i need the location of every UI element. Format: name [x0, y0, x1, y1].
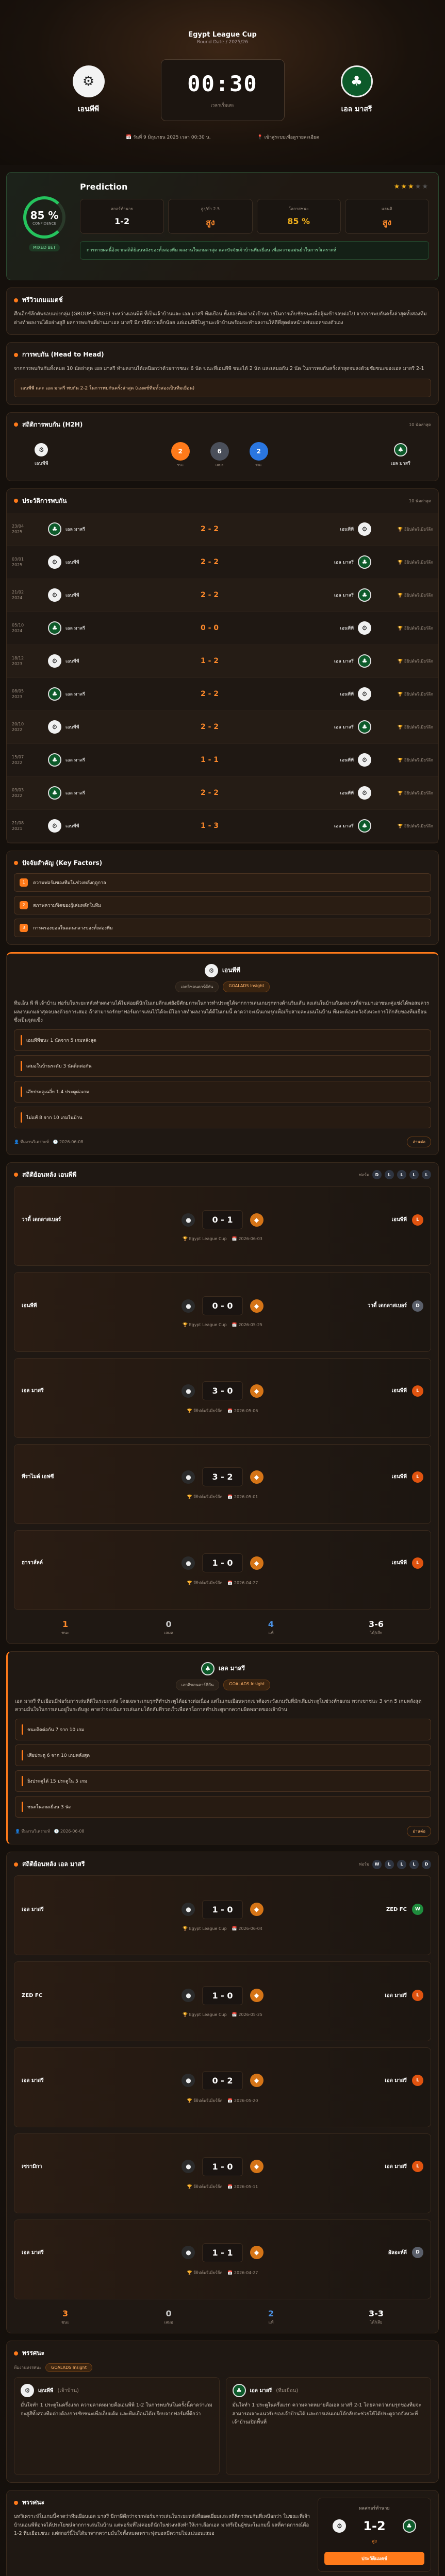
- bullet-icon: [14, 1173, 18, 1177]
- competition-label: 🏆 อียิปต์พรีเมียร์ลีก: [398, 658, 433, 664]
- form-score: 1 - 0: [202, 1986, 242, 2005]
- kickoff-time: 00:30: [187, 71, 258, 96]
- h2h-intro-card: [6, 342, 439, 405]
- team-crest-icon: ♣: [358, 654, 371, 668]
- home-form-card: [6, 1162, 439, 1644]
- team-crest-icon: ●: [182, 1556, 195, 1570]
- home-analysis-card: [6, 952, 439, 1155]
- home-analysis-text: ทีมเอ็น พี พี เจ้าบ้าน ฟอร์มในระยะหลังทำผลงานได้ไม่ค่อยดีนักในเกมลีกแต่ยังมีศักยภาพในการทำประตูได้จากการเล่นเกมรุกทางด้านริมเส้น ลงเล่นในบ้านกับผลงานที่ผ่านมาเอาชนะคู่แข่งได้พอสมควร ผลงานเกมล่าสุดจบลงด้วยการเสมอ ถ้าสามารถรักษาฟอร์มการเล่นไว้ได้จะมีโอกาสทำผลงานได้ดีในเกมนี้ คาดว่าจะเน้นเกมรุกเพื่อเก็บสามคะแนนในบ้าน ทีมจะต้องระวังจังหวะการโต้กลับของทีมเยือนซึ่งเป็นจุดแข็ง: [14, 1000, 430, 1024]
- result-badge: L: [412, 2161, 423, 2172]
- predicted-score: 1-2: [363, 2519, 386, 2533]
- final-title: ทรรศนะ: [22, 2499, 45, 2506]
- history-row[interactable]: 21/08 2021 ⚙ เอนพีพี 1 - 3 เอล มาสรี ♣ 🏆 อียิปต์พรีเมียร์ลีก: [7, 810, 438, 843]
- h2h-count: 10 นัดล่าสุด: [409, 422, 431, 427]
- analysis-point: เสียประตู 6 จาก 10 เกมหลังสุด: [15, 1744, 431, 1766]
- history-header: [7, 489, 438, 513]
- team-crest-icon: ●: [182, 1213, 195, 1227]
- team-crest-icon: ◆: [250, 2246, 263, 2259]
- history-title: ประวัติการพบกัน: [22, 497, 67, 504]
- form-score: 3 - 2: [202, 1467, 242, 1486]
- prediction-header: [80, 182, 429, 192]
- match-history-button[interactable]: ประวัติแมตช์: [324, 2552, 424, 2565]
- read-more-button[interactable]: อ่านต่อ: [407, 1826, 431, 1837]
- history-row[interactable]: 18/12 2023 ⚙ เอนพีพี 1 - 2 เอล มาสรี ♣ 🏆 อียิปต์พรีเมียร์ลีก: [7, 645, 438, 678]
- ai-badge: GOALADS Insight: [45, 2363, 92, 2372]
- home-crest-icon: ⚙: [205, 964, 218, 977]
- form-score: 0 - 1: [202, 1210, 242, 1229]
- team-crest-icon: ⚙: [358, 522, 371, 536]
- h2h-circles: 2 ชนะ 6 เสมอ 2 ชนะ: [171, 442, 268, 468]
- form-score: 1 - 0: [202, 1553, 242, 1572]
- history-score: 2 - 2: [200, 690, 219, 699]
- result-badge: L: [412, 1385, 423, 1397]
- home-form-summary: 1 ชนะ 0 เสมอ 4 แพ้ 3-6 ได้/เสีย: [61, 1619, 384, 1635]
- form-match[interactable]: เอล มาสรี ● 3 - 0 ◆ เอนพีพี L 🏆 อียิปต์พรีเมียร์ลีก 📅 2026-05-06: [14, 1358, 431, 1438]
- h2h-away: ♣ เอล มาสรี: [391, 443, 410, 467]
- result-badge: L: [412, 1557, 423, 1569]
- match-venue: เข้าสู่ระบบเพื่อดูรายละเอียด: [264, 135, 319, 140]
- h2h-summary: [14, 437, 431, 473]
- home-form-title: สถิติย้อนหลัง เอนพีพี: [22, 1171, 77, 1178]
- teams-row: [53, 59, 393, 121]
- history-row[interactable]: 15/07 2022 ♣ เอล มาสรี 1 - 1 เอนพีพี ⚙ 🏆 อียิปต์พรีเมียร์ลีก: [7, 744, 438, 777]
- home-opinion: ⚙ เอนพีพี (เจ้าบ้าน) มั่นใจทำ 1 ประตูในครึ่งแรก ความคาดหมายคือเอนพีพี 1-2 ในการพบกันในครั้งนี้คาดว่าเกมจะสูสีทั้งสองทีมต่างต้องการชัยชนะเพื่อเก็บแต้ม และทีมเยือนได้เปรียบจากฟอร์มที่ดีกว่า: [14, 2377, 220, 2475]
- away-form-card: [6, 1852, 439, 2333]
- opinion-sub: ทีมงานทรรศนะ: [14, 2365, 42, 2370]
- history-score: 0 - 0: [200, 624, 219, 633]
- prediction-box: สกอร์ทำนาย 1-2: [80, 199, 164, 234]
- key-factor-item: 2 สภาพความฟิตของผู้เล่นหลักในทีม: [14, 896, 431, 914]
- analysis-point: ยิงประตูได้ 15 ประตูใน 5 เกม: [15, 1770, 431, 1792]
- analysis-point: เสมอในบ้านระดับ 3 นัดติดต่อกัน: [14, 1055, 431, 1077]
- h2h-home: ⚙ เอนพีพี: [35, 443, 48, 467]
- home-form-list: [14, 1186, 431, 1610]
- analysis-point: เสียประตูเฉลี่ย 1.4 ประตูต่อเกม: [14, 1081, 431, 1103]
- away-form-summary: 3 ชนะ 0 เสมอ 2 แพ้ 3-3 ได้/เสีย: [61, 2309, 384, 2325]
- history-row[interactable]: 23/04 2025 ♣ เอล มาสรี 2 - 2 เอนพีพี ⚙ 🏆 อียิปต์พรีเมียร์ลีก: [7, 513, 438, 546]
- team-crest-icon: ⚙: [48, 555, 61, 569]
- history-list: [7, 513, 438, 843]
- key-factors-title: ปัจจัยสำคัญ (Key Factors): [14, 858, 431, 868]
- competition-label: 🏆 อียิปต์พรีเมียร์ลีก: [398, 592, 433, 598]
- team-crest-icon: ⚙: [48, 720, 61, 734]
- result-badge: W: [412, 1904, 423, 1915]
- bullet-icon: [14, 422, 18, 427]
- draws: 6: [210, 442, 229, 461]
- analysis-point: ชนะติดต่อกัน 7 จาก 10 เกม: [15, 1719, 431, 1740]
- history-row[interactable]: 05/10 2024 ♣ เอล มาสรี 0 - 0 เอนพีพี ⚙ 🏆 อียิปต์พรีเมียร์ลีก: [7, 612, 438, 645]
- team-crest-icon: ◆: [250, 1384, 263, 1398]
- analysis-point: ชนะในเกมเยือน 3 นัด: [15, 1796, 431, 1818]
- preview-title: พรีวิวเกมแมตช์: [14, 295, 431, 305]
- history-row[interactable]: 21/02 2024 ⚙ เอนพีพี 2 - 2 เอล มาสรี ♣ 🏆 อียิปต์พรีเมียร์ลีก: [7, 579, 438, 612]
- home-form-pills: ฟอร์ม D L L L L: [359, 1170, 431, 1179]
- away-crest-icon: ♣: [233, 2384, 246, 2397]
- team-crest-icon: ●: [182, 1299, 195, 1313]
- team-crest-icon: ⚙: [358, 753, 371, 767]
- history-score: 1 - 2: [200, 657, 219, 666]
- author-badge: เอกลิซอนคาร์ดีกัน: [175, 981, 219, 992]
- ai-badge: GOALADS Insight: [223, 981, 270, 992]
- home-crest-icon: ⚙: [21, 2384, 34, 2397]
- form-match[interactable]: พีราไมด์ เอฟซี ● 3 - 2 ◆ เอนพีพี L 🏆 อียิปต์พรีเมียร์ลีก 📅 2026-05-01: [14, 1444, 431, 1524]
- away-analysis-team: เอล มาสรี: [218, 1665, 245, 1672]
- competition-label: 🏆 อียิปต์พรีเมียร์ลีก: [398, 691, 433, 697]
- calendar-icon: 📅 วันที่ 9 มิถุนายน 2025 เวลา 00:30 น.: [125, 135, 211, 140]
- bullet-icon: [14, 2351, 18, 2355]
- form-match[interactable]: เอล มาสรี ● 1 - 0 ◆ ZED FC W 🏆 Egypt League Cup 📅 2026-06-04: [14, 1875, 431, 1955]
- confidence-gauge: [16, 182, 73, 270]
- team-crest-icon: ♣: [48, 621, 61, 635]
- away-team-name: เอล มาสรี: [341, 105, 372, 113]
- key-factor-item: 1 ความฟอร์มของทีมในช่วงหลังฤดูกาล: [14, 873, 431, 892]
- home-team-name: เอนพีพี: [77, 105, 100, 113]
- result-badge: L: [412, 1214, 423, 1226]
- team-crest-icon: ●: [182, 1903, 195, 1916]
- bullet-icon: [14, 298, 18, 302]
- competition-label: 🏆 อียิปต์พรีเมียร์ลีก: [398, 527, 433, 532]
- form-score: 0 - 2: [202, 2071, 242, 2090]
- result-badge: L: [412, 1990, 423, 2001]
- key-factor-item: 3 การครองบอลในแดนกลางของทั้งสองทีม: [14, 919, 431, 937]
- team-crest-icon: ⚙: [48, 819, 61, 833]
- competition-label: 🏆 อียิปต์พรีเมียร์ลีก: [398, 625, 433, 631]
- history-row[interactable]: 20/10 2022 ⚙ เอนพีพี 2 - 2 เอล มาสรี ♣ 🏆 อียิปต์พรีเมียร์ลีก: [7, 711, 438, 744]
- team-crest-icon: ♣: [358, 588, 371, 602]
- team-crest-icon: ⚙: [358, 687, 371, 701]
- competition-label: 🏆 อียิปต์พรีเมียร์ลีก: [398, 757, 433, 762]
- team-crest-icon: ●: [182, 1470, 195, 1484]
- round-label: Round Date / 2025/26: [197, 40, 248, 45]
- match-hero: [0, 0, 445, 165]
- team-crest-icon: ◆: [250, 1903, 263, 1916]
- h2h-intro-title: การพบกัน (Head to Head): [14, 350, 431, 360]
- team-crest-icon: ♣: [48, 786, 61, 800]
- away-form-pills: ฟอร์ม W L L L D: [359, 1860, 431, 1869]
- competition-label: 🏆 อียิปต์พรีเมียร์ลีก: [398, 823, 433, 828]
- history-score: 2 - 2: [200, 723, 219, 732]
- h2h-stats-card: [6, 412, 439, 481]
- predicted-score-widget: ผลสกอร์ทำนาย ⚙ 1-2 ♣ สูง ประวัติแมตช์: [318, 2498, 431, 2572]
- team-crest-icon: ◆: [250, 1299, 263, 1313]
- home-analysis-team: เอนพีพี: [222, 967, 241, 974]
- team-crest-icon: ♣: [48, 687, 61, 701]
- analysis-point: เอนพีพีชนะ 1 นัดจาก 5 เกมหลังสุด: [14, 1029, 431, 1051]
- away-analysis-text: เอล มาสรี ทีมเยือนมีฟอร์มการเล่นที่ดีในระยะหลัง โดยเฉพาะเกมรุกที่ทำประตูได้อย่างต่อเนื่อง แต่ในเกมเยือนพวกเขาต้องระวังเกมรับที่มักเสียประตูในช่วงท้ายเกม พวกเขาชนะ 3 จาก 5 เกมหลังสุด ความมั่นใจในการเล่นอยู่ในระดับสูง คาดว่าจะเน้นการเล่นเกมโต้กลับที่รวดเร็วเพื่อหาโอกาสทำประตูจากความผิดพลาดของเจ้าบ้าน: [15, 1698, 422, 1713]
- author-info: 👤 ทีมงานวิเคราะห์ 🕒 2026-06-08: [15, 1829, 85, 1834]
- form-match[interactable]: เอนพีพี ● 0 - 0 ◆ วาดี้ เดกลาสเบอร์ D 🏆 Egypt League Cup 📅 2026-05-25: [14, 1272, 431, 1352]
- history-score: 1 - 3: [200, 822, 219, 831]
- home-team[interactable]: [53, 65, 125, 115]
- form-match[interactable]: ฮาราส์ลล์ ● 1 - 0 ◆ เอนพีพี L 🏆 อียิปต์พรีเมียร์ลีก 📅 2026-04-27: [14, 1530, 431, 1610]
- bullet-icon: [14, 353, 18, 357]
- league-name: Egypt League Cup: [188, 31, 257, 39]
- form-score: 3 - 0: [202, 1381, 242, 1400]
- history-score: 2 - 2: [200, 591, 219, 600]
- prediction-boxes: [80, 199, 429, 234]
- confidence-ring: [23, 196, 65, 239]
- away-opinion: ♣ เอล มาสรี (ทีมเยือน) มั่นใจทำ 1 ประตูในครึ่งแรก ความคาดหมายคือเอล มาสรี 2-1 โดยคาดว่าเกมรุกของทีมจะสามารถเจาะแนวรับของเจ้าบ้านได้ และการเล่นเกมโต้กลับจะช่วยให้ได้ประตูจากจังหวะที่เจ้าบ้านเปิดพื้นที่: [226, 2377, 432, 2475]
- team-crest-icon: ♣: [48, 753, 61, 767]
- team-crest-icon: ⚙: [48, 654, 61, 668]
- team-crest-icon: ⚙: [358, 786, 371, 800]
- h2h-intro-note: เอนพีพี และ เอล มาสรี พบกัน 2-2 ในการพบกันครั้งล่าสุด (แมตช์ทีมทั้งสองเป็นทีมเยือน): [14, 379, 431, 397]
- ai-badge: GOALADS Insight: [223, 1680, 270, 1690]
- away-crest-icon: ♣: [341, 65, 373, 97]
- competition-label: 🏆 อียิปต์พรีเมียร์ลีก: [398, 724, 433, 730]
- author-info: 👤 ทีมงานวิเคราะห์ 🕒 2026-06-08: [14, 1139, 84, 1144]
- team-crest-icon: ◆: [250, 1470, 263, 1484]
- home-crest-icon: ⚙: [333, 2519, 346, 2533]
- preview-card: [6, 287, 439, 335]
- opinion-card: [6, 2341, 439, 2483]
- h2h-intro-text: จากการพบกันกันทั้งหมด 10 นัดล่าสุด เอล มาสรี ทำผลงานได้เหนือกว่าด้วยการชนะ 6 นัด ขณะที่เอนพีพี ชนะได้ 2 นัด และเสมอกัน 2 นัด ในการพบกันครั้งล่าสุดจบลงด้วยชัยชนะของเอล มาสรี 2-1: [14, 366, 424, 372]
- key-factors-card: [6, 851, 439, 945]
- preview-text: ศึกเอ็กซ์ลีกคัพรอบแบ่งกลุ่ม (GROUP STAGE) ระหว่างเอนพีพี ที่เป็นเจ้าบ้านและ เอล มาสรี ทีมเยือน ทั้งสองทีมต่างมีเป้าหมายในการเก็บชัยชนะเพื่อลุ้นเข้ารอบต่อไป จากการพบกันครั้งล่าสุดทั้งสองทีมต่างทำผลงานได้อย่างสูสี ผลการพบกันที่ผ่านมาเอล มาสรี มีภาษีดีกว่าเล็กน้อย แต่เอนพีพีในฐานะเจ้าบ้านพร้อมจะทำผลงานให้ดีที่สุดต่อหน้าแฟนบอลของตัวเอง: [14, 311, 427, 326]
- form-match[interactable]: เอล มาสรี ● 1 - 1 ◆ อัลอะห์ลี D 🏆 อียิปต์พรีเมียร์ลีก 📅 2026-04-27: [14, 2219, 431, 2299]
- form-match[interactable]: เอล มาสรี ● 0 - 2 ◆ เอล มาสรี L 🏆 อียิปต์พรีเมียร์ลีก 📅 2026-05-20: [14, 2047, 431, 2127]
- history-row[interactable]: 08/05 2023 ♣ เอล มาสรี 2 - 2 เอนพีพี ⚙ 🏆 อียิปต์พรีเมียร์ลีก: [7, 678, 438, 711]
- away-crest-icon: ♣: [201, 1662, 215, 1675]
- history-score: 1 - 1: [200, 756, 219, 765]
- form-match[interactable]: เซรามิกา ● 1 - 0 ◆ เอล มาสรี L 🏆 อียิปต์พรีเมียร์ลีก 📅 2026-05-11: [14, 2133, 431, 2213]
- form-match[interactable]: ZED FC ● 1 - 0 ◆ เอล มาสรี L 🏆 Egypt League Cup 📅 2026-05-25: [14, 1961, 431, 2041]
- home-crest-icon: ⚙: [35, 443, 48, 456]
- away-wins: 2: [250, 442, 268, 461]
- prediction-title: Prediction: [80, 182, 128, 192]
- location-icon[interactable]: 📍 เข้าสู่ระบบเพื่อดูรายละเอียด: [257, 135, 319, 140]
- form-match[interactable]: วาดี้ เดกลาสเบอร์ ● 0 - 1 ◆ เอนพีพี L 🏆 Egypt League Cup 📅 2026-06-03: [14, 1186, 431, 1266]
- bullet-icon: [14, 1862, 18, 1867]
- team-crest-icon: ◆: [250, 2160, 263, 2173]
- team-crest-icon: ◆: [250, 1213, 263, 1227]
- bet-type-badge: MIXED BET: [29, 244, 60, 251]
- away-analysis-card: [6, 1651, 439, 1844]
- form-score: 1 - 1: [202, 2243, 242, 2262]
- history-score: 2 - 2: [200, 558, 219, 567]
- team-crest-icon: ⚙: [358, 621, 371, 635]
- team-crest-icon: ◆: [250, 1556, 263, 1570]
- team-crest-icon: ♣: [358, 819, 371, 833]
- history-card: [6, 488, 439, 843]
- result-badge: D: [412, 1300, 423, 1312]
- history-count: 10 นัดล่าสุด: [409, 498, 431, 503]
- bullet-icon: [14, 499, 18, 503]
- confidence-label: CONFIDENCE: [32, 222, 57, 226]
- analysis-point: ไม่แพ้ 8 จาก 10 เกมในบ้าน: [14, 1107, 431, 1128]
- home-wins: 2: [171, 442, 190, 461]
- opinion-title: ทรรศนะ: [22, 2349, 45, 2357]
- history-score: 2 - 2: [200, 525, 219, 534]
- history-score: 2 - 2: [200, 789, 219, 798]
- history-row[interactable]: 03/03 2022 ♣ เอล มาสรี 2 - 2 เอนพีพี ⚙ 🏆 อียิปต์พรีเมียร์ลีก: [7, 777, 438, 810]
- h2h-header: [14, 420, 431, 430]
- team-crest-icon: ●: [182, 1989, 195, 2002]
- rating-stars-icon: ★★★★★: [393, 183, 429, 191]
- final-card: [6, 2490, 439, 2576]
- prediction-note: การทายผลนี้อิงจากสถิติย้อนหลังของทั้งสองทีม ผลงานในเกมล่าสุด และปัจจัยเจ้าบ้านทีมเยือน เพื่อความแม่นยำในการวิเคราะห์: [80, 241, 429, 260]
- prediction-main: [80, 182, 429, 270]
- team-crest-icon: ●: [182, 2074, 195, 2087]
- team-crest-icon: ⚙: [48, 588, 61, 602]
- h2h-title: สถิติการพบกัน (H2H): [22, 420, 83, 428]
- read-more-button[interactable]: อ่านต่อ: [407, 1137, 431, 1147]
- team-crest-icon: ♣: [358, 555, 371, 569]
- kickoff-clock: [161, 59, 285, 121]
- away-form-title: สถิติย้อนหลัง เอล มาสรี: [22, 1860, 85, 1868]
- confidence-value: 85 %: [30, 209, 59, 222]
- away-form-list: [14, 1875, 431, 2299]
- team-crest-icon: ●: [182, 2246, 195, 2259]
- author-badge: เอกลิซอนคาร์ดีกัน: [176, 1680, 220, 1690]
- prediction-box: โอกาสชนะ 85 %: [257, 199, 341, 234]
- final-text: บทวิเคราะห์ในเกมนี้คาดว่าทีมเยือนเอล มาสรี มีภาษีดีกว่าจากฟอร์มการเล่นในระยะหลังที่ยอดเยี่ยมและสถิติการพบกันที่เหนือกว่า ในขณะที่เจ้าบ้านเอนพีพีอาจได้ประโยชน์จากการเล่นในบ้าน แต่ฟอร์มที่ไม่ค่อยดีนักในช่วงหลังทำให้เราเลือกเอล มาสรีเป็นผู้ชนะในเกมนี้ ผลที่คาดการณ์คือ 1-2 ทีมเยือนชนะ แต่สกอร์นี้ไม่ได้มาจากความมั่นใจทั้งหมดเพราะฟุตบอลมีความไม่แน่นอนเสมอ: [14, 2514, 310, 2537]
- result-badge: D: [412, 2247, 423, 2258]
- team-crest-icon: ◆: [250, 1989, 263, 2002]
- team-crest-icon: ●: [182, 2160, 195, 2173]
- match-meta: [0, 133, 445, 141]
- prediction-card: [6, 172, 439, 280]
- result-badge: L: [412, 1471, 423, 1483]
- match-date: วันที่ 9 มิถุนายน 2025 เวลา 00:30 น.: [133, 135, 211, 140]
- result-badge: L: [412, 2075, 423, 2086]
- prediction-box: แฮนดิ สูง: [345, 199, 429, 234]
- bullet-icon: [14, 2501, 18, 2505]
- competition-label: 🏆 อียิปต์พรีเมียร์ลีก: [398, 560, 433, 565]
- team-crest-icon: ♣: [358, 720, 371, 734]
- competition-label: 🏆 อียิปต์พรีเมียร์ลีก: [398, 790, 433, 795]
- bullet-icon: [14, 861, 18, 865]
- away-team[interactable]: [321, 65, 393, 115]
- team-crest-icon: ◆: [250, 2074, 263, 2087]
- prediction-box: สูง/ต่ำ 2.5 สูง: [168, 199, 252, 234]
- home-crest-icon: ⚙: [73, 65, 105, 97]
- team-crest-icon: ●: [182, 1384, 195, 1398]
- form-score: 0 - 0: [202, 1296, 242, 1315]
- history-row[interactable]: 03/01 2025 ⚙ เอนพีพี 2 - 2 เอล มาสรี ♣ 🏆 อียิปต์พรีเมียร์ลีก: [7, 546, 438, 579]
- away-crest-icon: ♣: [403, 2519, 416, 2533]
- form-score: 1 - 0: [202, 2157, 242, 2176]
- team-crest-icon: ♣: [48, 522, 61, 536]
- kickoff-label: เวลาเริ่มเตะ: [210, 103, 235, 108]
- away-crest-icon: ♣: [394, 443, 407, 456]
- form-score: 1 - 0: [202, 1900, 242, 1919]
